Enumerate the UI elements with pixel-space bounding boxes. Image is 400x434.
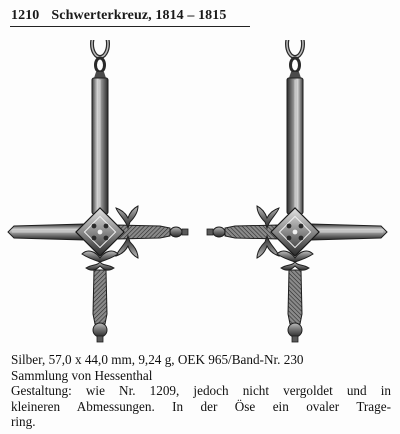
collection-line: Sammlung von Hessenthal [11,367,153,383]
design-note-line-1: Gestaltung: wie Nr. 1209, jedoch nicht vergoldet und in [11,383,391,399]
entry-description [11,352,391,430]
catalog-number: 1210 [11,8,40,23]
cross-reverse-image [207,40,387,342]
material-measurements-line: Silber, 57,0 x 44,0 mm, 9,24 g, OEK 965/Band-Nr. 230 [11,352,304,367]
medal-photograph [0,40,400,350]
design-note-line-3: ring. [11,414,36,430]
design-note-line-2: kleineren Abmessungen. In der Öse ein ovaler Trage- [11,398,391,414]
entry-title: Schwerterkreuz, 1814 – 1815 [51,8,227,23]
header-underline [10,26,250,27]
catalog-entry-header [11,8,226,24]
cross-obverse-image [8,40,188,342]
